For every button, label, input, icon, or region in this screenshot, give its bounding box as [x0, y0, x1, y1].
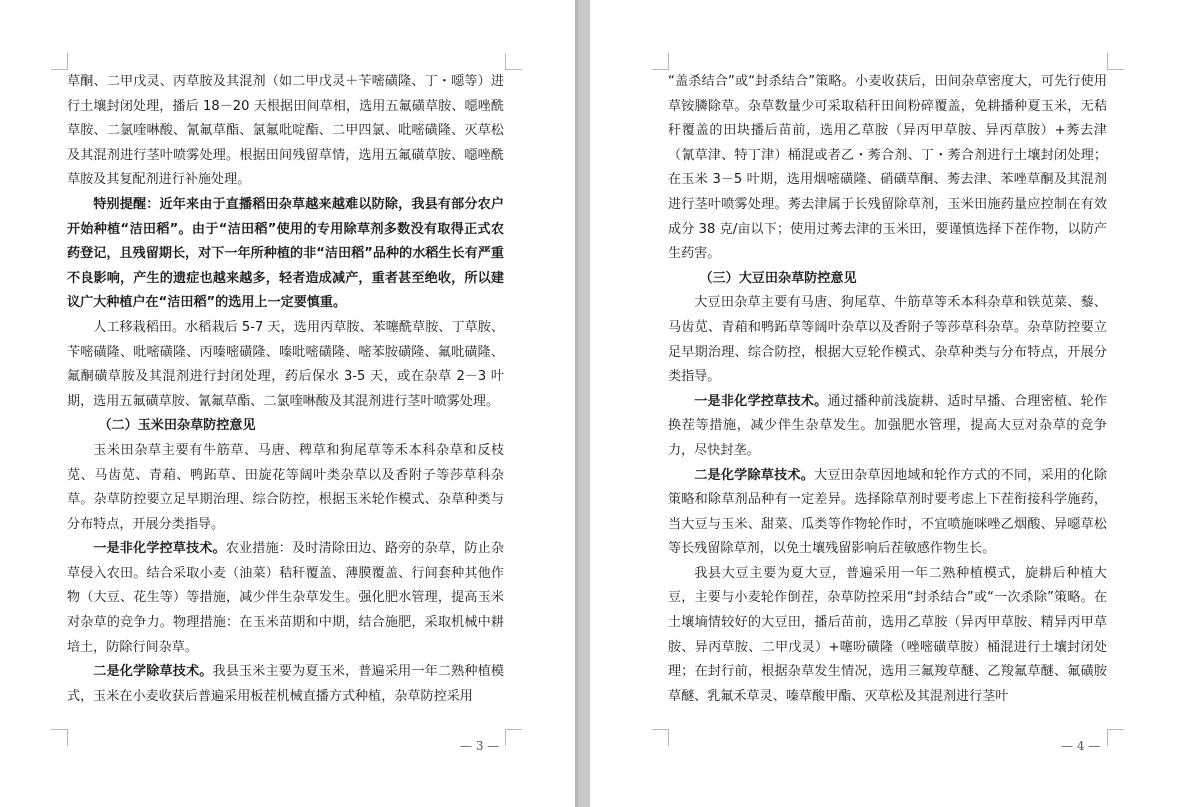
paragraph: 玉米田杂草主要有牛筋草、马唐、稗草和狗尾草等禾本科杂草和反枝苋、马齿苋、青葙、鸭跖草、田旋花等阔叶类杂草以及香附子等莎草科杂草。杂草防控要立足早期治理、综合防控，根据玉米轮作模式、杂草种类与分布特点，开展分类指导。: [67, 442, 504, 532]
lead-phrase: 二是化学除草技术。: [694, 467, 815, 483]
paragraph: 草酮、二甲戊灵、丙草胺及其混剂（如二甲戊灵＋苄嘧磺隆、丁・噁等）进行土壤封闭处理，播后 18－20 天根据田间草相，选用五氟磺草胺、噁唑酰草胺、二氯喹啉酸、氰氟草酯、氯氟吡啶酯、二甲四氯、吡嘧磺隆、灭草松及其混剂进行茎叶喷雾处理。根据田间残留草情，选用五氟磺草胺、噁唑酰草胺及其复配剂进行补施处理。: [67, 74, 504, 188]
corner-mark-top-left: [652, 53, 669, 70]
section-heading-corn: （二）玉米田杂草防控意见: [98, 418, 256, 434]
paragraph: 人工移栽稻田。水稻栽后 5-7 天，选用丙草胺、苯噻酰草胺、丁草胺、苄嘧磺隆、吡嘧磺隆、丙嗪嘧磺隆、嗪吡嘧磺隆、嘧苯胺磺隆、氟吡磺隆、氟酮磺草胺及其混剂进行封闭处理，药后保水 3-5 天，或在杂草 2－3 叶期，选用五氟磺草胺、氰氟草酯、二氯喹啉酸及其混剂进行茎叶喷雾处理。: [67, 319, 504, 409]
paragraph: [668, 390, 1107, 464]
corner-mark-bottom-right: [1107, 729, 1124, 746]
paragraph: [668, 464, 1107, 562]
corner-mark-bottom-left: [652, 729, 669, 746]
paragraph: [67, 537, 504, 660]
page-4-body-text: [668, 70, 1107, 709]
corner-mark-bottom-left: [51, 729, 68, 746]
lead-phrase: 一是非化学控草技术。: [694, 393, 828, 409]
paragraph: “盖杀结合”或“封杀结合”策略。小麦收获后，田间杂草密度大，可先行使用草铵膦除草。杂草数量少可采取秸秆田间粉碎覆盖，免耕播种夏玉米，无秸秆覆盖的田块播后苗前，选用乙草胺（异丙甲草胺、异丙草胺）+莠去津（氰草津、特丁津）桶混或者乙・莠合剂、丁・莠合剂进行土壤封闭处理；在玉米 3－5 叶期，选用烟嘧磺隆、硝磺草酮、莠去津、苯唑草酮及其混剂进行茎叶喷雾处理。莠去津属于长残留除草剂，玉米田施药量应控制在有效成分 38 克/亩以下；使用过莠去津的玉米田，要谨慎选择下茬作物，以防产生药害。: [668, 74, 1107, 262]
page-3-body-text: [67, 70, 504, 709]
corner-mark-top-right: [505, 53, 522, 70]
corner-mark-bottom-right: [505, 729, 522, 746]
paragraph: [67, 660, 504, 709]
lead-phrase: 一是非化学控草技术。: [93, 541, 226, 557]
section-heading-soybean: （三）大豆田杂草防控意见: [699, 270, 857, 286]
paragraph-text: 通过播种前浅旋耕、适时早播、合理密植、轮作换茬等措施，减少伴生杂草发生。加强肥水管理，提高大豆对杂草的竞争力，尽快封垄。: [668, 393, 1108, 458]
paragraph: 我县大豆主要为夏大豆，普遍采用一年二熟种植模式，旋耕后种植大豆，主要与小麦轮作倒茬，杂草防控采用“封杀结合”或“一次杀除”策略。在土壤墒情较好的大豆田，播后苗前，选用乙草胺（异丙甲草胺、精异丙甲草胺、异丙草胺、二甲戊灵）+噻吩磺隆（唑嘧磺草胺）桶混进行土壤封闭处理；在封行前，根据杂草发生情况，选用三氟羧草醚、乙羧氟草醚、氟磺胺草醚、乳氟禾草灵、嗪草酸甲酯、灭草松及其混剂进行茎叶: [668, 565, 1107, 704]
page-number: — 3 —: [460, 739, 500, 753]
page-number: — 4 —: [1061, 739, 1101, 753]
paragraph-text: 农业措施：及时清除田边、路旁的杂草，防止杂草侵入农田。结合采取小麦（油菜）秸秆覆盖、薄膜覆盖、行间套种其他作物（大豆、花生等）等措施，减少伴生杂草发生。强化肥水管理，提高玉米对杂草的竞争力。物理措施：在玉米苗期和中期，结合施肥，采取机械中耕培土，防除行间杂草。: [67, 541, 505, 655]
paragraph: 大豆田杂草主要有马唐、狗尾草、牛筋草等禾本科杂草和铁苋菜、藜、马齿苋、青葙和鸭跖草等阔叶杂草以及香附子等莎草科杂草。杂草防控要立足早期治理、综合防控，根据大豆轮作模式、杂草种类与分布特点，开展分类指导。: [668, 295, 1107, 385]
document-page-4: [590, 0, 1179, 807]
lead-phrase: 二是化学除草技术。: [93, 664, 213, 680]
document-page-3: [0, 0, 575, 807]
corner-mark-top-right: [1107, 53, 1124, 70]
corner-mark-top-left: [51, 53, 68, 70]
warning-paragraph: 特别提醒：近年来由于直播稻田杂草越来越难以防除，我县有部分农户开始种植“洁田稻”。由于“洁田稻”使用的专用除草剂多数没有取得正式农药登记，且残留期长，对下一年所种植的非“洁田稻”品种的水稻生长有严重不良影响，产生的遗症也越来越多，轻者造成减产，重者甚至绝收，所以建议广大种植户在“洁田稻”的选用上一定要慎重。: [67, 196, 504, 311]
page-gutter: [575, 0, 590, 807]
paragraph-text: 我县玉米主要为夏玉米，普遍采用一年二熟种植模式，玉米在小麦收获后普遍采用板茬机械直播方式种植，杂草防控采用: [67, 664, 505, 704]
paragraph-text: 大豆田杂草因地域和轮作方式的不同，采用的化除策略和除草剂品种有一定差异。选择除草剂时要考虑上下茬衔接科学施药，当大豆与玉米、甜菜、瓜类等作物轮作时，不宜喷施咪唑乙烟酸、异噁草松等长残留除草剂，以免土壤残留影响后茬敏感作物生长。: [668, 467, 1108, 557]
